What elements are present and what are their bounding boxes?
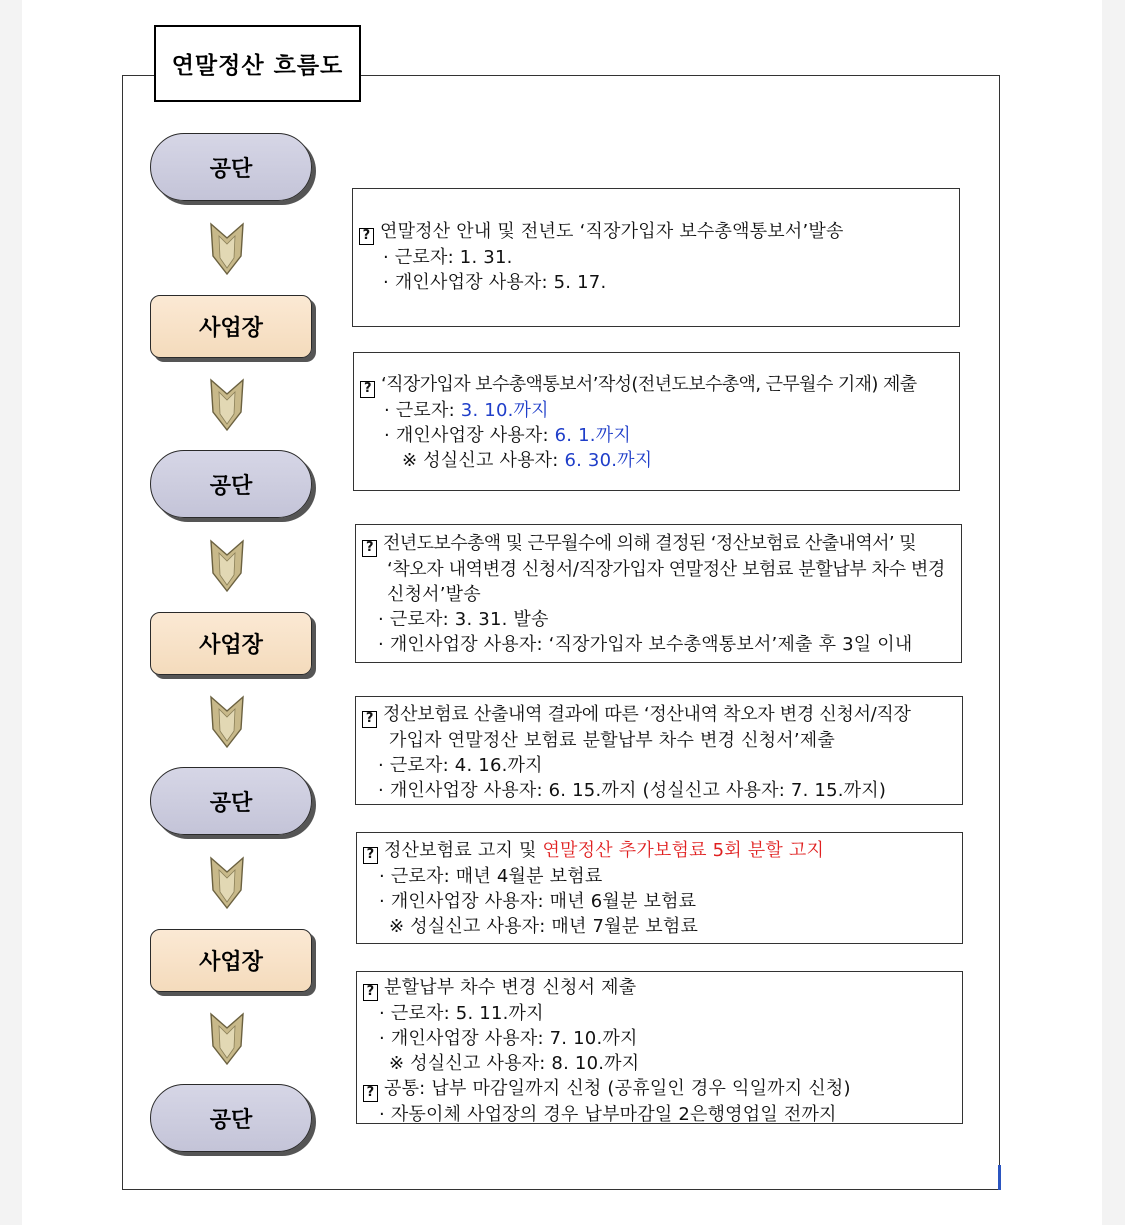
box5-line-1: · 근로자: 매년 4월분 보험료 xyxy=(379,866,603,887)
box5-line-3: ※ 성실신고 사용자: 매년 7월분 보험료 xyxy=(389,916,699,937)
box6-line-2: · 개인사업장 사용자: 7. 10.까지 xyxy=(379,1028,638,1049)
box3-line-2: · 개인사업장 사용자: ‘직장가입자 보수총액통보서’제출 후 3일 이내 xyxy=(378,634,913,655)
box2-line-3: ※ 성실신고 사용자: 6. 30.까지 xyxy=(402,450,653,471)
box4-line-1: · 근로자: 4. 16.까지 xyxy=(378,755,543,776)
box1-line-1: · 근로자: 1. 31. xyxy=(383,247,513,268)
checkbox-icon: ? xyxy=(363,847,378,864)
box2-line-2: · 개인사업장 사용자: 6. 1.까지 xyxy=(384,425,631,446)
box6-heading-2: ? 공통: 납부 마감일까지 신청 (공휴일인 경우 익일까지 신청) xyxy=(363,1076,954,1102)
box3-heading: ? 전년도보수총액 및 근무월수에 의해 결정된 ‘정산보험료 산출내역서’ 및 xyxy=(362,531,953,557)
node-saeopjang-3: 사업장 xyxy=(150,929,312,992)
down-arrow-icon xyxy=(210,222,244,276)
checkbox-icon: ? xyxy=(363,984,378,1001)
step-box-6 xyxy=(356,971,963,1124)
step-box-2 xyxy=(353,352,960,491)
step-box-3 xyxy=(355,524,962,663)
box4-heading: ? 정산보험료 산출내역 결과에 따른 ‘정산내역 착오자 변경 신청서/직장 xyxy=(362,702,954,728)
down-arrow-icon xyxy=(210,378,244,432)
step-box-1 xyxy=(352,188,960,327)
down-arrow-icon xyxy=(210,695,244,749)
box6-line-1: · 근로자: 5. 11.까지 xyxy=(379,1003,544,1024)
box5-line-2: · 개인사업장 사용자: 매년 6월분 보험료 xyxy=(379,891,697,912)
box6-line-4: · 자동이체 사업장의 경우 납부마감일 2은행영업일 전까지 xyxy=(379,1104,837,1125)
checkbox-icon: ? xyxy=(362,540,377,557)
box3-heading-3: 신청서’발송 xyxy=(387,584,481,605)
node-gongdan-2: 공단 xyxy=(150,450,312,518)
down-arrow-icon xyxy=(210,1012,244,1066)
step-box-5 xyxy=(356,832,963,944)
box3-heading-2: ‘착오자 내역변경 신청서/직장가입자 연말정산 보험료 분할납부 차수 변경 xyxy=(387,559,945,580)
page-title: 연말정산 흐름도 xyxy=(154,25,361,102)
box2-line-1: · 근로자: 3. 10.까지 xyxy=(384,400,549,421)
checkbox-icon: ? xyxy=(362,711,377,728)
box6-line-3: ※ 성실신고 사용자: 8. 10.까지 xyxy=(389,1053,640,1074)
box2-heading: ? ‘직장가입자 보수총액통보서’작성(전년도보수총액, 근무월수 기재) 제출 xyxy=(360,372,951,398)
box5-heading: ? 정산보험료 고지 및 연말정산 추가보험료 5회 분할 고지 xyxy=(363,838,954,864)
step-box-4 xyxy=(355,696,963,805)
node-saeopjang-2: 사업장 xyxy=(150,612,312,675)
box1-line-2: · 개인사업장 사용자: 5. 17. xyxy=(383,272,607,293)
box3-line-1: · 근로자: 3. 31. 발송 xyxy=(378,609,549,630)
box4-heading-2: 가입자 연말정산 보험료 분할납부 차수 변경 신청서’제출 xyxy=(389,730,835,751)
node-gongdan-4: 공단 xyxy=(150,1084,312,1152)
node-saeopjang-1: 사업장 xyxy=(150,295,312,358)
box1-heading: ? 연말정산 안내 및 전년도 ‘직장가입자 보수총액통보서’발송 xyxy=(359,219,951,245)
down-arrow-icon xyxy=(210,539,244,593)
box6-heading: ? 분할납부 차수 변경 신청서 제출 xyxy=(363,975,954,1001)
checkbox-icon: ? xyxy=(359,228,374,245)
frame-accent xyxy=(998,1165,1001,1190)
checkbox-icon: ? xyxy=(360,381,375,398)
down-arrow-icon xyxy=(210,856,244,910)
node-gongdan-3: 공단 xyxy=(150,767,312,835)
checkbox-icon: ? xyxy=(363,1085,378,1102)
node-gongdan-1: 공단 xyxy=(150,133,312,201)
box4-line-2: · 개인사업장 사용자: 6. 15.까지 (성실신고 사용자: 7. 15.까지) xyxy=(378,780,887,801)
